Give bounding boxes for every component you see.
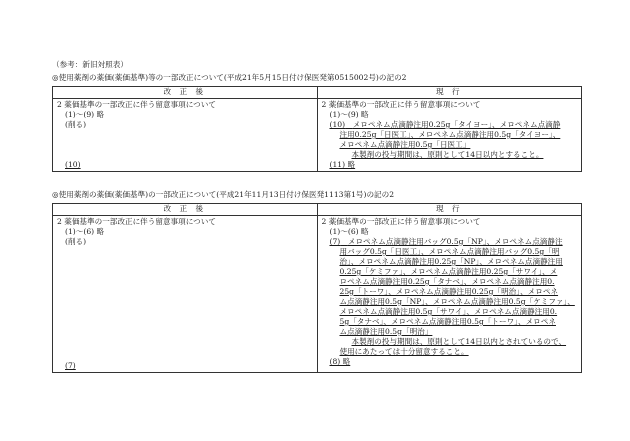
header-revised: 改 正 後	[53, 204, 318, 216]
revised-footer-item: (10)	[65, 160, 81, 169]
revised-footer-item: (7)	[65, 361, 76, 370]
current-item-text: 0.25g「ケミファ」、メロペネム点滴静注用0.25g「サワイ」、メ	[339, 267, 558, 276]
current-item-text: 用バッグ0.5g「日医工」、メロペネム点滴静注用バッグ0.5g「明	[339, 247, 560, 256]
current-item-text: 治」、メロペネム点滴静注用0.25g「NP」、メロペネム点滴静注用	[339, 257, 563, 266]
current-footer-item: (11) 略	[329, 160, 356, 169]
current-item-text: メロペネム点滴静注用0.5g「サワイ」、メロペネム点滴静注用0.	[339, 307, 558, 316]
current-heading: 2 薬価基準の一部改正に伴う留意事項について	[321, 100, 481, 109]
header-revised: 改 正 後	[53, 87, 318, 99]
current-item-text: (10) メロペネム点滴静注用0.25g「タイヨー」、メロペネム点滴静	[329, 120, 561, 129]
document	[52, 60, 582, 373]
current-item-text: 25g「トーワ」、メロペネム点滴静注用0.25g「明治」、メロペネ	[339, 287, 559, 296]
current-column	[317, 99, 582, 172]
current-item-text: ム点滴静注用0.5g「NP」、メロペネム点滴静注用0.5g「ケミファ」、	[339, 297, 575, 306]
revised-column	[53, 99, 318, 172]
current-item-text: 本製剤の投与期間は、原則として14日以内とされているので、	[351, 337, 567, 346]
current-item-text: メロペネム点滴静注用0.5g「日医工」	[339, 140, 471, 149]
revised-items-range: (1)～(6) 略	[65, 227, 105, 236]
revised-deleted-note: (削る)	[65, 237, 87, 246]
current-item-text: 本製剤の投与期間は、原則として14日以内とすること。	[351, 150, 544, 159]
current-item-text: 使用にあたっては十分留意すること。	[339, 347, 469, 356]
current-items-range: (1)～(9) 略	[329, 110, 369, 119]
current-column	[317, 216, 582, 373]
revised-items-range: (1)～(9) 略	[65, 110, 105, 119]
reference-note: （参考：新旧対照表）	[52, 60, 128, 69]
current-item-text: ロペネム点滴静注用0.25g「タナベ」、メロペネム点滴静注用0.	[339, 277, 555, 286]
revised-heading: 2 薬価基準の一部改正に伴う留意事項について	[57, 100, 216, 109]
current-footer-item: (8) 略	[329, 357, 351, 366]
current-item-text: (7) メロペネム点滴静注用バッグ0.5g「NP」、メロペネム点滴静注	[329, 237, 563, 246]
header-current: 現 行	[317, 204, 582, 216]
section-1-caption: ◎使用薬剤の薬価(薬価基準)等の一部改正について(平成21年5月15日付け保医発第0515002号)の記の2	[52, 73, 407, 82]
header-current: 現 行	[317, 87, 582, 99]
current-heading: 2 薬価基準の一部改正に伴う留意事項について	[321, 217, 481, 226]
revised-heading: 2 薬価基準の一部改正に伴う留意事項について	[57, 217, 216, 226]
current-item-text: ム点滴静注用0.5g「明治」	[339, 327, 433, 336]
revised-deleted-note: (削る)	[65, 120, 87, 129]
current-items-range: (1)～(6) 略	[329, 227, 369, 236]
comparison-table-2	[52, 203, 582, 373]
section-2-caption: ◎使用薬剤の薬価(薬価基準)の一部改正について(平成21年11月13日付け保医発1113第1号)の記の2	[52, 190, 395, 199]
current-item-text: 注用0.25g「日医工」、メロペネム点滴静注用0.5g「タイヨー」、	[339, 130, 561, 139]
revised-column	[53, 216, 318, 373]
current-item-text: 5g「タナベ」、メロペネム点滴静注用0.5g「トーワ」、メロペネ	[339, 317, 556, 326]
comparison-table-1	[52, 86, 582, 172]
